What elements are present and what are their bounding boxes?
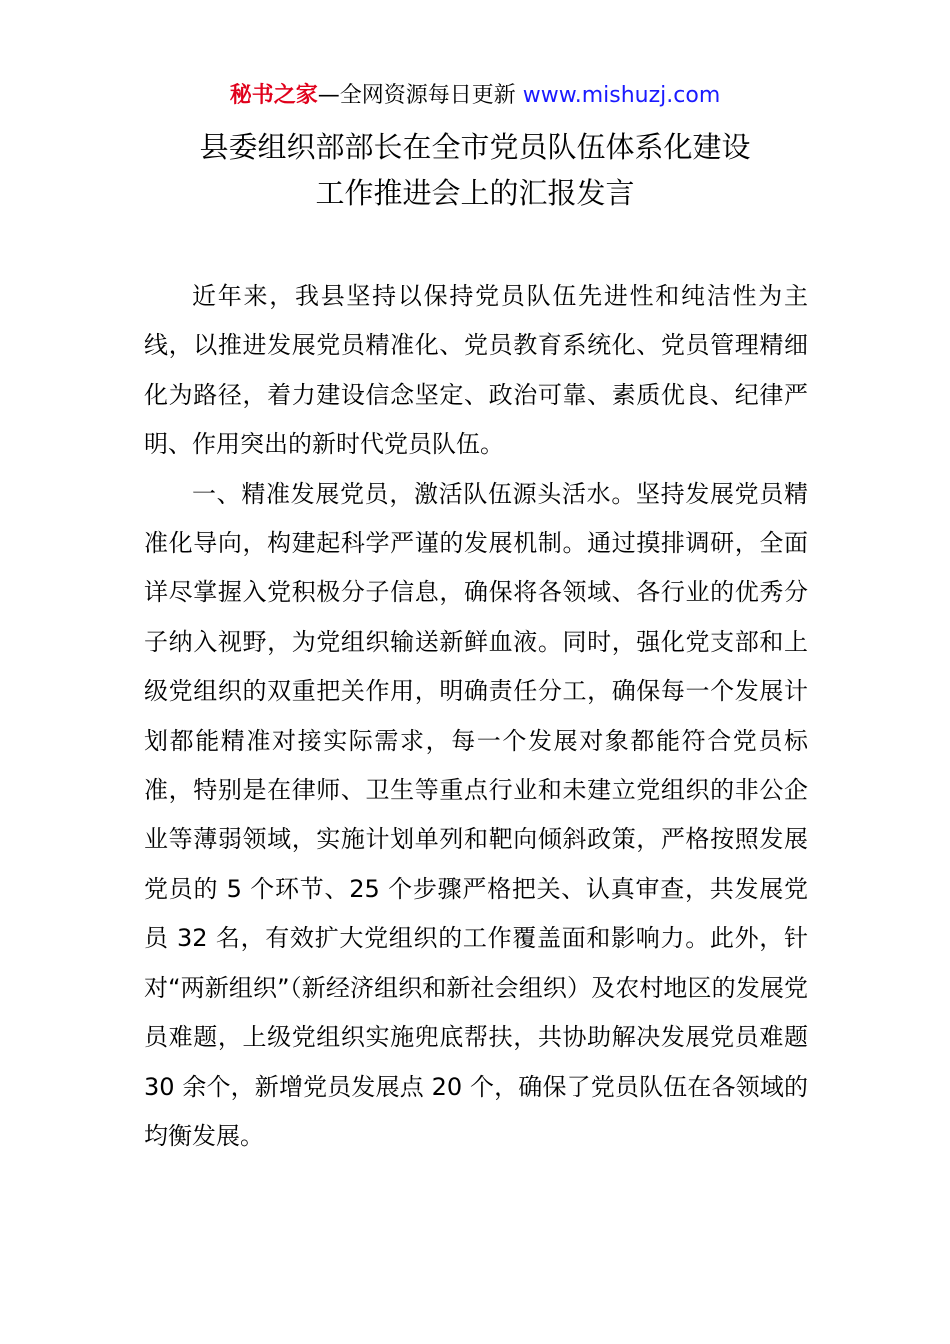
title-line-1: 县委组织部部长在全市党员队伍体系化建设 <box>199 130 751 164</box>
site-url-link[interactable]: www.mishuzj.com <box>522 83 721 108</box>
site-name: 秘书之家 <box>229 83 318 108</box>
title-line-2: 工作推进会上的汇报发言 <box>315 176 635 210</box>
document-title <box>0 124 950 216</box>
paragraph-section-1: 一、精准发展党员，激活队伍源头活水。坚持发展党员精准化导向，构建起科学严谨的发展机制。通过摸排调研，全面详尽掌握入党积极分子信息，确保将各领域、各行业的优秀分子纳入视野，为党组织输送新鲜血液。同时，强化党支部和上级党组织的双重把关作用，明确责任分工，确保每一个发展计划都能精准对接实际需求，每一个发展对象都能符合党员标准，特别是在律师、卫生等重点行业和未建立党组织的非公企业等薄弱领域，实施计划单列和靶向倾斜政策，严格按照发展党员的 5 个环节、25 个步骤严格把关、认真审查，共发展党员 32 名，有效扩大党组织的工作覆盖面和影响力。此外，针对“两新组织”（新经济组织和新社会组织）及农村地区的发展党员难题，上级党组织实施兜底帮扶，共协助解决发展党员难题 30 余个，新增党员发展点 20 个，确保了党员队伍在各领域的均衡发展。 <box>144 479 808 1150</box>
document-body <box>144 272 808 1161</box>
site-tagline: —全网资源每日更新 <box>317 83 523 108</box>
site-header <box>0 80 950 112</box>
paragraph-intro: 近年来，我县坚持以保持党员队伍先进性和纯洁性为主线，以推进发展党员精准化、党员教育系统化、党员管理精细化为路径，着力建设信念坚定、政治可靠、素质优良、纪律严明、作用突出的新时代党员队伍。 <box>144 282 808 459</box>
